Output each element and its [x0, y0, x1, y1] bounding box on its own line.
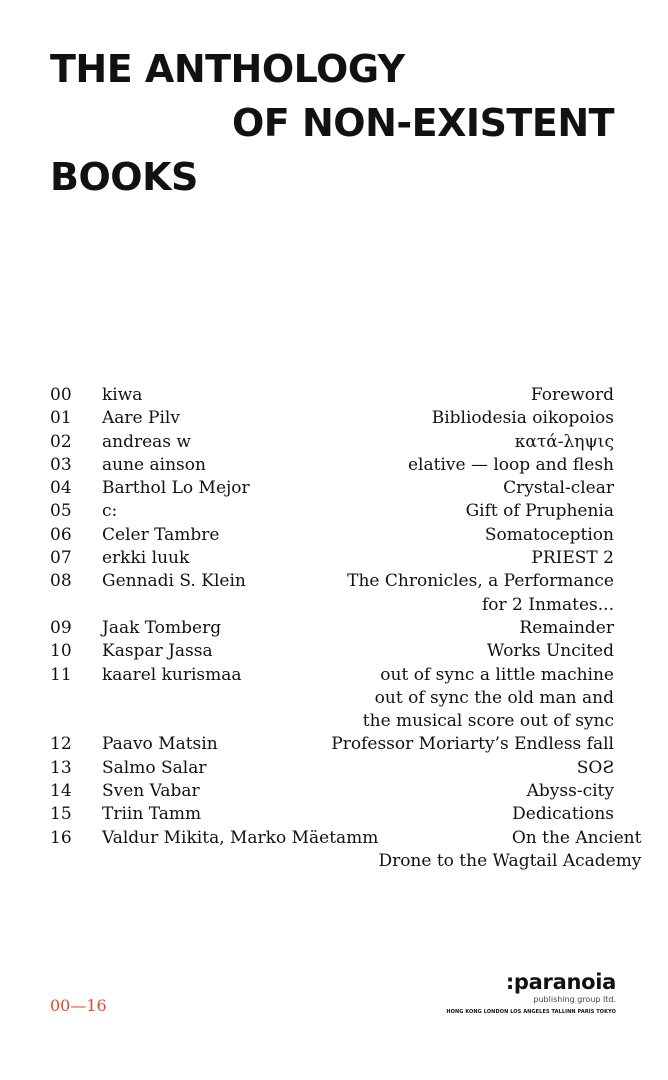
- entry-number: 14: [50, 781, 72, 802]
- entry-number: 12: [50, 734, 72, 755]
- entry-title: [206, 454, 614, 477]
- entry-title: [246, 570, 614, 617]
- entry-number: 06: [50, 524, 72, 545]
- entry-title: [201, 803, 614, 826]
- entry-title-line: Professor Moriarty’s Endless fall: [331, 734, 614, 755]
- entry-author: Kaspar Jassa: [102, 641, 213, 662]
- entry-title-line: Crystal-clear: [503, 478, 614, 499]
- entry-title: [142, 384, 614, 407]
- toc-entry: [50, 454, 614, 477]
- entry-author: kaarel kurismaa: [102, 664, 242, 685]
- entry-author: Barthol Lo Mejor: [102, 478, 250, 499]
- entry-number: 09: [50, 617, 72, 638]
- page-range: 00—16: [50, 996, 107, 1015]
- publisher-cities: HONG KONG LONDON LOS ANGELES TALLINN PARIS TOKYO: [446, 1008, 616, 1015]
- toc-entry: [50, 664, 614, 734]
- entry-number: 11: [50, 664, 72, 685]
- entry-title-line: for 2 Inmates...: [481, 594, 614, 615]
- title-line-1: THE ANTHOLOGY: [50, 47, 405, 91]
- entry-number: 13: [50, 757, 72, 778]
- entry-title-line: the musical score out of sync: [362, 711, 614, 732]
- entry-title-line: Drone to the Wagtail Academy: [378, 850, 642, 871]
- entry-number: 08: [50, 571, 72, 592]
- entry-title: [221, 617, 614, 640]
- toc-entry: [50, 384, 614, 407]
- toc-entry: [50, 827, 642, 874]
- entry-author: aune ainson: [102, 454, 206, 475]
- entry-title: [117, 500, 614, 523]
- entry-author: c:: [102, 501, 118, 522]
- entry-title: [219, 524, 614, 547]
- entry-author: andreas w: [102, 431, 191, 452]
- entry-author: Triin Tamm: [102, 804, 202, 825]
- entry-title-line: Remainder: [519, 617, 614, 638]
- toc-entry: [50, 757, 614, 780]
- entry-title-line: Works Uncited: [486, 641, 614, 662]
- entry-author: erkki luuk: [102, 548, 190, 569]
- entry-title: [213, 640, 614, 663]
- toc-entry: [50, 431, 614, 454]
- title-line-2: OF NON-EXISTENT: [232, 101, 615, 145]
- entry-title-line: Dedications: [512, 804, 614, 825]
- entry-title-line: The Chronicles, a Performance: [347, 571, 614, 592]
- entry-title-line: Foreword: [530, 385, 614, 405]
- entry-title-line: elative — loop and flesh: [407, 454, 614, 475]
- entry-title-line: out of sync a little machine: [380, 664, 614, 685]
- entry-number: 00: [50, 385, 72, 405]
- toc-entry: [50, 500, 614, 523]
- toc-entry: [50, 477, 614, 500]
- entry-number: 05: [50, 501, 72, 522]
- toc-entry: [50, 407, 614, 430]
- entry-title: [189, 547, 614, 570]
- entry-title-line: Gift of Pruphenia: [465, 501, 614, 522]
- entry-number: 07: [50, 548, 72, 569]
- entry-number: 02: [50, 431, 72, 452]
- entry-author: Valdur Mikita, Marko Mäetamm: [102, 827, 379, 848]
- entry-title-line: Abyss-city: [526, 781, 614, 802]
- entry-author: Paavo Matsin: [102, 734, 218, 755]
- publisher-subtitle: publishing group ltd.: [533, 995, 616, 1004]
- toc-entry: [50, 803, 614, 826]
- entry-title: [242, 664, 614, 734]
- entry-author: Celer Tambre: [102, 524, 220, 545]
- entry-number: 10: [50, 641, 72, 662]
- entry-title: [180, 407, 614, 430]
- entry-title-line: κατά-ληψις: [514, 431, 614, 452]
- entry-title: [200, 780, 614, 803]
- toc-entry: [50, 570, 614, 617]
- entry-title-line: SOꙄ: [576, 757, 614, 778]
- entry-author: Aare Pilv: [102, 408, 180, 429]
- entry-author: Sven Vabar: [102, 781, 200, 802]
- entry-title-line: PRIEST 2: [531, 548, 614, 569]
- entry-number: 04: [50, 478, 72, 499]
- entry-title: [378, 827, 641, 874]
- toc-entry: [50, 780, 614, 803]
- toc-entry: [50, 524, 614, 547]
- entry-title-line: On the Ancient: [511, 827, 642, 848]
- toc-entry: [50, 547, 614, 570]
- entry-number: 16: [50, 827, 72, 848]
- entry-number: 03: [50, 454, 72, 475]
- entry-title: [191, 431, 614, 454]
- entry-author: Gennadi S. Klein: [102, 571, 246, 592]
- entry-author: Salmo Salar: [102, 757, 207, 778]
- entry-title-line: Somatoception: [484, 524, 614, 545]
- entry-author: kiwa: [102, 385, 143, 405]
- publisher-name: :paranoia: [505, 970, 616, 994]
- toc-entry: [50, 640, 614, 663]
- entry-author: Jaak Tomberg: [102, 617, 222, 638]
- entry-title-line: Bibliodesia oikopoios: [431, 408, 614, 429]
- entry-number: 01: [50, 408, 72, 429]
- publisher-logo: [446, 972, 616, 1015]
- entry-title: [250, 477, 614, 500]
- entry-number: 15: [50, 804, 72, 825]
- title-line-3: BOOKS: [50, 155, 198, 199]
- toc-entry: [50, 733, 614, 756]
- entry-title: [218, 733, 614, 756]
- entry-title: [206, 757, 614, 780]
- table-of-contents: [50, 384, 642, 873]
- toc-entry: [50, 617, 614, 640]
- entry-title-line: out of sync the old man and: [374, 687, 614, 708]
